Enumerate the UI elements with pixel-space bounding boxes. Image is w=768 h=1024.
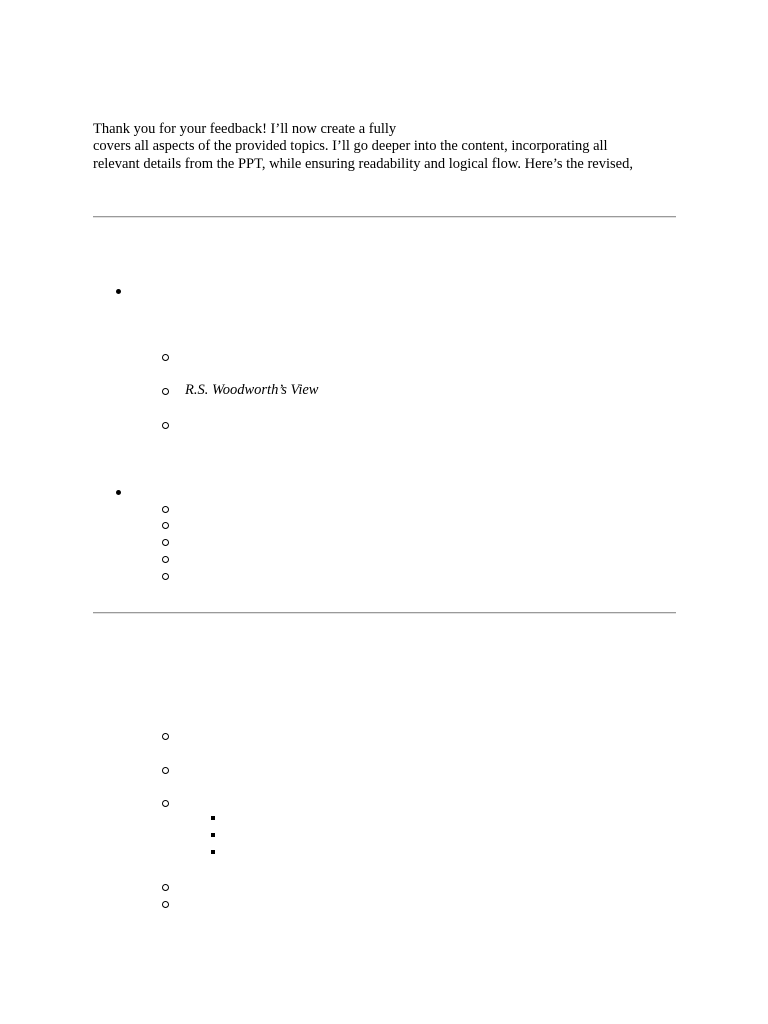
square-bullet-icon bbox=[211, 850, 215, 854]
circle-bullet-icon bbox=[162, 422, 169, 429]
circle-bullet-icon bbox=[162, 354, 169, 361]
circle-bullet-icon bbox=[162, 884, 169, 891]
horizontal-rule-2 bbox=[93, 612, 676, 614]
circle-bullet-icon bbox=[162, 556, 169, 563]
circle-bullet-icon bbox=[162, 539, 169, 546]
circle-bullet-icon bbox=[162, 522, 169, 529]
square-bullet-icon bbox=[211, 816, 215, 820]
circle-bullet-icon bbox=[162, 901, 169, 908]
intro-line-3: relevant details from the PPT, while ensuring readability and logical flow. Here’s the revised, bbox=[93, 156, 633, 172]
square-bullet-icon bbox=[211, 833, 215, 837]
bullet-icon bbox=[116, 490, 121, 495]
circle-bullet-icon bbox=[162, 767, 169, 774]
circle-bullet-icon bbox=[162, 506, 169, 513]
list-item-woodworth-view: R.S. Woodworth’s View bbox=[185, 382, 319, 398]
intro-line-1: Thank you for your feedback! I’ll now create a fully bbox=[93, 121, 397, 137]
bullet-icon bbox=[116, 289, 121, 294]
horizontal-rule-1 bbox=[93, 216, 676, 218]
circle-bullet-icon bbox=[162, 388, 169, 395]
circle-bullet-icon bbox=[162, 800, 169, 807]
circle-bullet-icon bbox=[162, 573, 169, 580]
intro-line-2: covers all aspects of the provided topics. I’ll go deeper into the content, incorporating all bbox=[93, 138, 608, 154]
circle-bullet-icon bbox=[162, 733, 169, 740]
